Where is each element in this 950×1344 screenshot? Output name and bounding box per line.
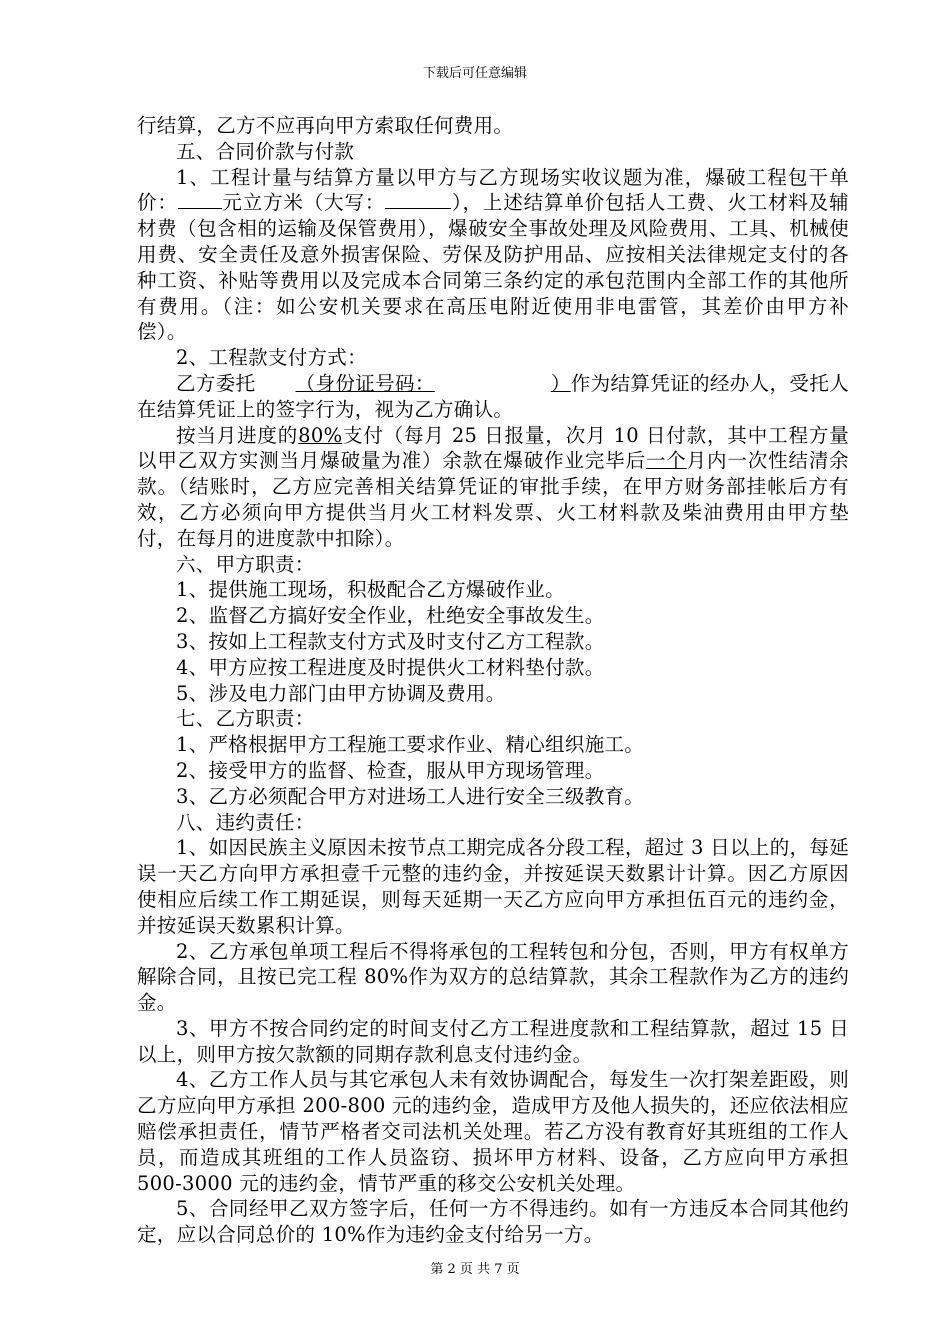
section-6-item: 4、甲方应按工程进度及时提供火工材料垫付款。: [176, 655, 605, 679]
section-5-clause-1: [137, 165, 849, 346]
clause-text: 元立方米（大写：: [221, 191, 386, 215]
section-8-item: 3、甲方不按合同约定的时间支付乙方工程进度款和工程结算款，超过 15 日以上，则甲方按欠款额的同期存款利息支付违约金。: [137, 1016, 849, 1066]
section-5-entrust-clause: [137, 371, 849, 423]
section-8-item: 2、乙方承包单项工程后不得将承包的工程转包和分包，否则，甲方有权单方解除合同，且按已完工程 80%作为双方的总结算款，其余工程款作为乙方的违约金。: [137, 939, 849, 1015]
section-7-item: 3、乙方必须配合甲方对进场工人进行安全三级教育。: [176, 784, 645, 808]
section-7-item: 2、接受甲方的监督、检查，服从甲方现场管理。: [176, 758, 605, 782]
section-8-item: 1、如因民族主义原因未按节点工期完成各分段工程，超过 3 日以上的，每延误一天乙方向甲方承担壹千元整的违约金，并按延误天数累计计算。因乙方原因使相应后续工作工期延误，则每天延期一天乙方应向甲方承担伍百元的违约金，并按延误天数累积计算。: [137, 836, 849, 937]
progress-percent: 80%: [298, 423, 343, 447]
entrusted-name-blank: [256, 372, 296, 390]
page-header: 下载后可任意编辑: [422, 66, 527, 81]
clause-text: 作为结算凭证的经办人，受托人在结算凭证上的签字行为，视为乙方确认。: [137, 371, 849, 421]
clause-text: 乙方委托: [176, 371, 256, 395]
section-5-payment-clause: [137, 423, 849, 552]
section-8-item: 4、乙方工作人员与其它承包人未有效协调配合，每发生一次打架差距殴，则乙方应向甲方承担 200-800 元的违约金，造成甲方及他人损失的，还应依法相应赔偿承担责任，情节严格者交司法机关处理。若乙方没有教育好其班组的工作人员，而造成其班组的工作人员盗窃、损坏甲方材料、设备，乙方应向甲方承担 500-3000 元的违约金，情节严重的移交公安机关处理。: [137, 1068, 849, 1195]
clause-text: 月内一次性结清余款。（结账时，乙方应完善相关结算凭证的审批手续，在甲方财务部挂帐后方有效，乙方必须向甲方提供当月火工材料发票、火工材料款及柴油费用由甲方垫付，在每月的进度款中扣除）。: [137, 449, 849, 550]
section-7-title: 七、乙方职责：: [176, 707, 315, 731]
price-in-words-blank: [385, 190, 451, 209]
document-body: [137, 113, 849, 1248]
settlement-period: 一个: [645, 449, 687, 473]
section-6-item: 1、提供施工现场，积极配合乙方爆破作业。: [176, 578, 565, 602]
page-footer: 第 2 页 共 7 页: [430, 1262, 520, 1277]
section-6-item: 2、监督乙方搞好安全作业，杜绝安全事故发生。: [176, 604, 605, 628]
unit-price-blank: [178, 190, 222, 209]
clause-text: 按当月进度的: [176, 423, 299, 447]
section-8-title: 八、违约责任：: [176, 810, 315, 834]
paragraph-settlement-tail: 行结算，乙方不应再向甲方索取任何费用。: [137, 114, 514, 137]
section-7-item: 1、严格根据甲方工程施工要求作业、精心组织施工。: [176, 733, 645, 757]
section-6-title: 六、甲方职责：: [176, 552, 315, 576]
id-number-label: （身份证号码：: [295, 371, 435, 395]
id-number-blank: [435, 372, 551, 390]
clause-text: ），上述结算单价包括人工费、火工材料及辅材费（包含相的运输及保管费用），爆破安全事故处理及风险费用、工具、机械使用费、安全责任及意外损害保险、劳保及防护用品、应按相关法律规定支付的各种工资、补贴等费用以及完成本合同第三条约定的承包范围内全部工作的其他所有费用。（注：如公安机关要求在高压电附近使用非电雷管，其差价由甲方补偿）。: [137, 191, 849, 344]
section-6-item: 3、按如上工程款支付方式及时支付乙方工程款。: [176, 629, 605, 653]
clause-text: 支付（每月 25 日报量，次月 10 日付款，其中工程方量以甲乙双方实测当月爆破量为准）余款在爆破作业完毕后: [137, 423, 849, 473]
clause-text: 1、工程计量与结算方量以甲方与乙方现场实收议题为准，爆破工程包干单价：: [137, 165, 849, 215]
section-6-item: 5、涉及电力部门由甲方协调及费用。: [176, 681, 506, 705]
entrusted-person-field: [256, 372, 571, 395]
section-5-clause-2-title: 2、工程款支付方式：: [176, 346, 367, 370]
id-number-close: ）: [550, 371, 571, 395]
section-5-title: 五、合同价款与付款: [176, 139, 355, 163]
section-8-item: 5、合同经甲乙双方签字后，任何一方不得违约。如有一方违反本合同其他约定，应以合同总价的 10%作为违约金支付给另一方。: [137, 1197, 849, 1247]
